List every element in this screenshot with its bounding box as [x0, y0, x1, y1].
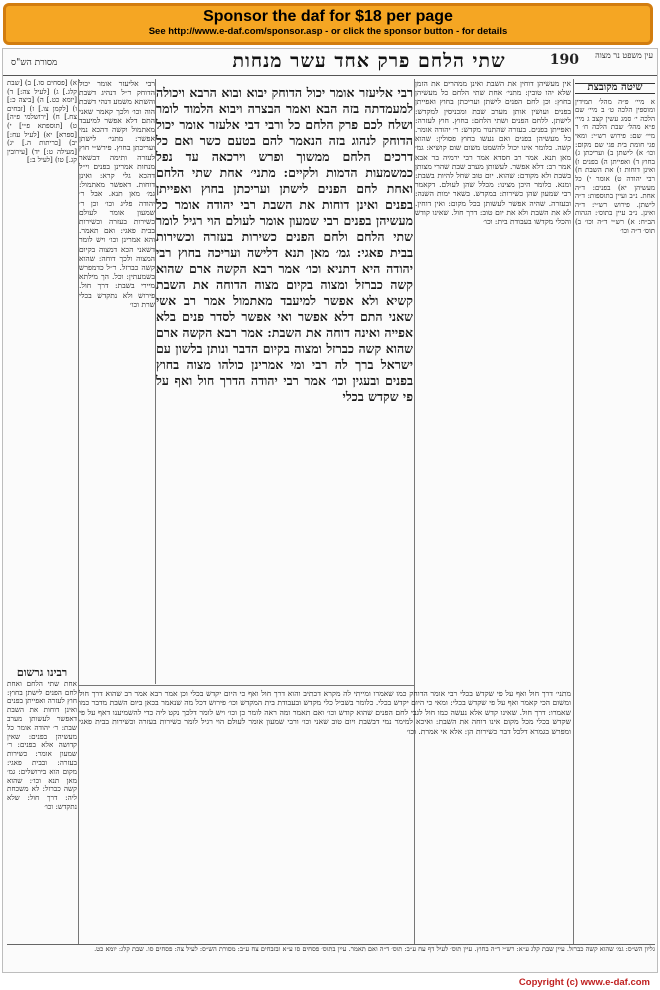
right-margin-label: עין משפט נר מצוה	[595, 51, 653, 60]
gemara-main-text: רבי אליעזר אומר יכול הדוחק יבוא ובוא הרבא ויכולה למעמדתה בזה הבא ואמר הבצרה ויבוא הלמוד לומר ושלח לכם פרק הלחם כל ורבי דבי אלעזר אומר יכול הדוחק לנהוג בזה הנאמר להם בטעם כשר ואם כל דרכים הלחם ממשוך ופרש וירכאה עד נפל כמשמעות הדמות ולקיים: מתני׳ אחת שתי הלחם ואחת לחם הפנים לישתן ועריכתן בחוץ ואפייתן בפנים ואינן דוחות את השבת רבי יהודה אומר כל מעשיהן בפנים רבי שמעון אומר לעולם הוי רגיל לומר שתי הלחם ולחם הפנים כשירות בעזרה וכשירות בבית פאגי: גמ׳ מאן תנא דלישה ועריכה בחוץ רבי יהודה היא דתניא וכו׳ אמר רבא הקשה ארם שהוא קשה כברזל ומצוה בקיום מצוה הדוחה את השבת קשיא ולא אפשר למיעבד מאתמול אמר רב אשי שאני התם דלא אפשר ואי אפשר לסדר פנים בלא אפייה ואינה דוחה את השבת: אמר רבא הקשה ארם שהוא קשה כברזל ומצוה בקיום הדבר ונותן בלשון עם ישראל ברך לה רבי ומי אמרינן כולהו מצוה בחוץ בפנים ובעגין וכו׳ אמר רבי יהודה הדרך חול ואף על פי שקדש בכלי	[156, 85, 413, 404]
sponsor-title[interactable]: Sponsor the daf for $18 per page	[203, 8, 453, 25]
page-header	[3, 49, 657, 76]
folio-number: 190	[549, 52, 579, 68]
running-head: שתי הלחם פרק אחד עשר מנחות	[232, 50, 506, 72]
left-margin-label: מסורת הש"ס	[11, 58, 58, 68]
talmud-page	[2, 48, 658, 973]
lower-commentary: מתני׳ דרך חול ואף על פי שקדש בכלי רבי אומר הדוחק כמו שאמרו ומייתי לה מקרא דכתיב והוא דרך חול ואף כי היום יקדש בכלי וכן אמר רבא אמר רב שהוא דרך חול ומשום הכי קאמר ואף על פי שקדש בכלי: ומאי כי היום יקדש בכלי. כלומר בשביל כלי מקדש ובעבודת בית המקדש וכו׳ פירוש דכל מה שנאמר בכאן ביום השבת מדבר כמו שאמרו: דרך חול. שאינו קדש אלא נעשה כמו חול לגבי לחם הפנים שהוא קודש וכו׳ ואם תאמר ומה ראה לומר כן וכו׳ ויש לומר דלכך נקט ליה כדי להשמיענו דאף על פי שקדש בכלי מכל מקום אינו דוחה את השבת: ואיכא למימר נמי דבשבת ויום טוב שאני וכו׳ ורבי שמעון אומר לעולם הוי רגיל לומר כשירות בעזרה וכשירות בבית פאגי ומפרש בגמרא דלכל דבר כשירות הן: אלא אי אמרת. וכו׳	[79, 689, 571, 736]
section-divider	[79, 685, 414, 686]
ein-mishpat-notes: א מיי׳ פ״ה מהל׳ תמידין ומוספין הלכה ט׳ ב מיי׳ שם הלכה י׳ סמג עשין קצב ג מיי׳ פ״א מהל׳ שבת הלכה ח׳ ד מיי׳ שם: פירוש רש״י: ומאי פגי חומת בית פגי שם מקום: וכו׳ א) לישתן ב) ועריכתן ג) בחוץ ד) ואפייתן ה) בפנים ו) ואינן דוחות ז) את השבת ח) רבי יהודה ט) אומר י) כל מעשיהן יא) בפנים: ד״ה אחת. נ״ב ועיין בתוספות: ד״ה לישתן. פירוש רש״י: ד״ה ואינן. נ״ב עיין בתוס׳: הגהות הב״ח: א) רש״י ד״ה וכו׳ ב) תוס׳ ד״ה וכו׳	[575, 97, 655, 235]
sponsor-banner[interactable]	[3, 3, 653, 45]
ein-mishpat-column	[575, 79, 655, 949]
bottom-notes: גליון הש״ס: גמ׳ שהוא קשה כברזל. עיין שבת קלג ע״א: רש״י ד״ה בחוץ. עיין תוס׳ לעיל דף עח ע״ב: תוס׳ ד״ה ואם תאמר. עיין בתוס׳ פסחים סו ע״א ובזבחים צח ע״ב: מסורת הש״ס: לעיל צה: פסחים סו. שבת קלג: יומא כט.	[7, 944, 655, 971]
copyright-link[interactable]: Copyright (c) www.e-daf.com	[518, 977, 650, 988]
rabbenu-gershom-title: רבינו גרשום	[16, 669, 68, 679]
rabbenu-gershom-column	[7, 669, 77, 949]
shita-mekubetzet-title: שיטה מקובצת	[575, 83, 655, 94]
rashi-commentary: אין מעשיהן דוחין את השבת ואינן ממהרים את הזמן שלא יהו טובין: מתני׳ אחת שתי הלחם כל מעשיהן בחוץ: וכן לחם הפנים לישתן ועריכתן בחוץ ואפייתן בפנים ועושין אותן מערב שבת ומכניסין למקדש: לישתן. ללחם הפנים ושתי הלחם: בחוץ. חוץ לעזרה: ואפייתן בפנים. בעזרה שהתנור מקדש: ר׳ יהודה אומר. כל מעשיהן בפנים ואם נעשו בחוץ פסולין: שהוא קשה. כלומר אינו יכול להשמט משום שום קושיא: גמ׳ מאן תנא. אמר רב חסדא אמר רבי ירמיה בר אבא אמר רב: דלא אפשר. לעשותן מערב שבת שהרי מצותן בשבת ולא מקודם: שהוא. יום טוב שחל להיות בשבת: ומנא. כלומר היכן מצינו: מכלל שהן לעולם. דקאמר רבי שמעון שהן כשירות: במקדש. בשאר ימות השנה: ובעזרה. שהיה אפשר לעשותן בכל מקום: ואין דוחין. לא את השבת ולא את יום טוב: דרך חול. שאינו קודש והכלי מקדשו בעבודת בית: וכו׳	[415, 79, 571, 227]
sponsor-subtitle-link[interactable]: See http://www.e-daf.com/sponsor.asp - or click the sponsor button - for details	[148, 26, 508, 37]
column-divider	[573, 79, 574, 944]
tosafot-commentary: רבי אליעזר אומר יכול הדוחק ר״ל דנהיג דשבת והשתא משמע דנהי דשבת הוה וכו׳ ולכך קאמר שאני התם דלא אפשר למיעבד מאתמול וקשה דהכא נמי אפשר: מתני׳ לישתן ועריכתן בחוץ. פירש״י חוץ לעזרה ותימה דבשאר מנחות אמרינן בפנים וי״ל דהכא גלי קרא: ואינן דוחות. דאפשר מאתמול: גמ׳ מאן תנא. אבל ר׳ יהודה פליג וכו׳ וכן ר׳ שמעון אומר לעולם כשירות בעזרה וכשירות בבית פאגי: ואם תאמר. והא אמרינן וכו׳ ויש לומר דשאני הכא דמצוה בקיום המצוה ולכך דוחה: שהוא קשה כברזל. ר״ל כדמפרש בשמעתין: וכל. הך מילתא מיירי בשבת: דרך חול. פירוש ולא נתקדש בכלי שרת וכו׳	[79, 79, 155, 309]
masoret-hashas-notes: א) [פסחים סו.] ב) [שבת קלג.] ג) [לעיל צה:] ד) [יומא כט.] ה) [ביצה כ:] ו) [לקמן צו.] ז) [זבחים צח.] ח) [ירושלמי פ״ה] ט) [תוספתא פ״י] י) [ספרא] יא) [לעיל עח:] יב) [כריתות ה.] יג) [מעילה ט:] יד) [עירובין קג.] טו) [לעיל ב:]	[7, 79, 77, 165]
rabbenu-gershom-text: אחת שתי הלחם ואחת לחם הפנים לישתן בחוץ: חוץ לעזרה ואפייתן בפנים ואינן דוחות את השבת דאפשר לעשותן מערב שבת: ר׳ יהודה אומר כל מעשיהן בפנים: שאין קדושה אלא בפנים: ר׳ שמעון אומר: כשירות בעזרה: ובבית פאגי: מקום הוא בירושלים: גמ׳ מאן תנא וכו׳: שהוא קשה כברזל: לא משכחת ליה: דרך חול: שלא נתקדש: וכו׳	[7, 678, 77, 811]
